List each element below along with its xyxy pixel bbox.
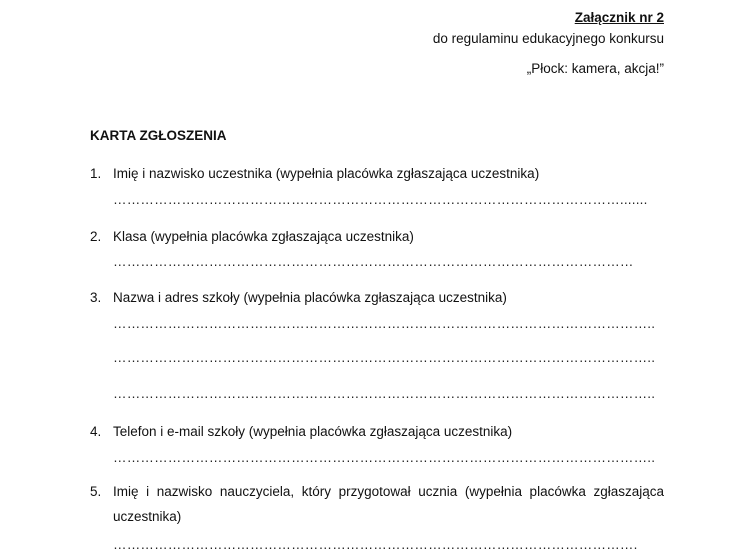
fill-line-participant-name[interactable]: …………………………………………………………………………………………………....... bbox=[113, 192, 648, 207]
fill-line-school-address-1[interactable]: ……………………………………………………………………………………………………….. bbox=[113, 316, 656, 331]
item-number: 1. bbox=[90, 166, 102, 181]
fill-line-school-contact[interactable]: ……………………………………………………………………………………………………….. bbox=[113, 450, 656, 465]
form-title: KARTA ZGŁOSZENIA bbox=[90, 128, 227, 143]
item-label: Nazwa i adres szkoły (wypełnia placówka zgłaszająca uczestnika) bbox=[113, 290, 507, 305]
form-item-1 bbox=[90, 166, 664, 181]
fill-line-teacher-name[interactable]: ……………………………………………………………………………………………………. bbox=[113, 537, 638, 552]
fill-line-school-address-2[interactable]: ……………………………………………………………………………………………………….. bbox=[113, 350, 656, 365]
item-label: Telefon i e-mail szkoły (wypełnia placówka zgłaszająca uczestnika) bbox=[113, 424, 513, 439]
item-label: Imię i nazwisko uczestnika (wypełnia placówka zgłaszająca uczestnika) bbox=[113, 166, 540, 181]
item-label-line-2: uczestnika) bbox=[113, 509, 182, 524]
form-item-4 bbox=[90, 424, 664, 439]
form-item-2 bbox=[90, 229, 664, 244]
item-number: 5. bbox=[90, 484, 102, 499]
attachment-title: Załącznik nr 2 bbox=[574, 10, 664, 25]
item-number: 3. bbox=[90, 290, 102, 305]
item-label-line-1: Imię i nazwisko nauczyciela, który przygotował ucznia (wypełnia placówka zgłaszająca bbox=[113, 484, 664, 499]
item-number: 2. bbox=[90, 229, 102, 244]
contest-name: „Płock: kamera, akcja!” bbox=[526, 61, 664, 76]
fill-line-school-address-3[interactable]: ……………………………………………………………………………………………………….. bbox=[113, 386, 656, 401]
item-number: 4. bbox=[90, 424, 102, 439]
form-item-3 bbox=[90, 290, 664, 305]
attachment-subtitle: do regulaminu edukacyjnego konkursu bbox=[432, 31, 664, 46]
fill-line-class[interactable]: …………………………………………………………………………………………………… bbox=[113, 254, 634, 269]
item-label: Klasa (wypełnia placówka zgłaszająca uczestnika) bbox=[113, 229, 414, 244]
